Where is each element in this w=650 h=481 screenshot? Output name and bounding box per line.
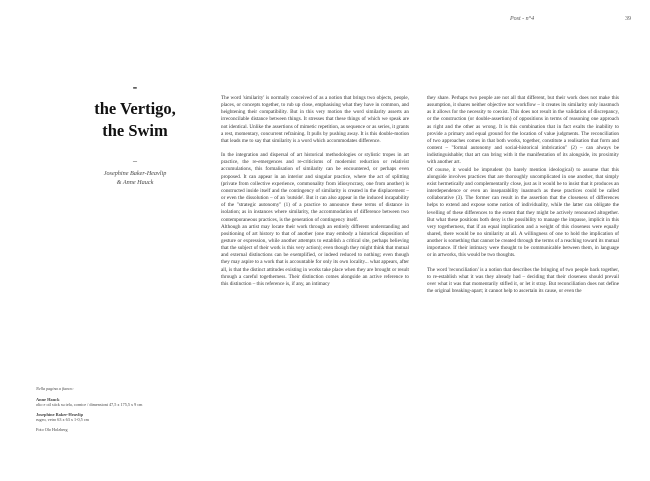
caption-artist: Anne Hauck bbox=[36, 396, 60, 402]
caption-artist: Josephine Baker-Heavlip bbox=[36, 411, 84, 417]
title-line-1: the Vertigo, bbox=[94, 99, 176, 118]
text-column-1 bbox=[221, 95, 409, 288]
photo-credit: Foto Olo Holzberg bbox=[36, 426, 68, 432]
paragraph: The word 'reconciliation' is a notion that describes the bringing of two people back together, to re-establish what it was they already had – deciding that their closeness should prevail over what it was that momentarily stifled it, or let it stray. But reconciliation does not define the original breaking-apart; it cannot help to ascertain its cause, or even the bbox=[427, 266, 619, 295]
caption-detail: rugeo, vetro 63 x 63 x 1-0,5 cm bbox=[36, 417, 89, 423]
captions-heading: Nella pagina a fianco: bbox=[36, 386, 74, 391]
author-line-1: Josephine Baker-Heavlip bbox=[103, 170, 167, 177]
title-block bbox=[50, 82, 220, 187]
article-title bbox=[50, 98, 220, 142]
title-line-2: the Swim bbox=[102, 121, 168, 140]
paragraph: Of course, it would be imprudent (to barely mention ideological) to assume that this alongside involves practices that are thoroughly uncomplicated in one another, that simply exist hermetically and complementarily close, just as it would be to insist that it produces an interdependence or even an inseparability inasmuch as these practices could be called collaborative (3). The former can result in the assertion that the closeness of differences helps to extend and expose some notion of individuality, while the latter can obligate the levelling of these differences to the extent that they might be actively renounced altogether. But what these positions both deny is the possibility to manage the impasse, implicit in this very togetherness, that if an equal implication and a weight of this closeness were equally shared, there would be no similarity at all. A willingness of one to hold the implication of another is something that cannot be created through the terms of a reaching toward its mutual importance. If their intimacy were thought to be communicable between them, in language or in artworks, this would be two thoughts. bbox=[427, 166, 620, 259]
paragraph: In the integration and dispersal of art historical methodologies or stylistic tropes in art practice, the re-emergences and re-criticisms of modernist reduction or relativist accumulations, this formalisation of similarity can be encountered, or perhaps even proposed. It can appear in an interior and singular practice, where the act of splitting (private from collective experience, commonality from idiosyncrasy, one from another) is constructed inside itself and the contingency of similarity is created in the displacement – or even the dissolution – of an 'outside'. But it can also appear in the induced incapability of the "strategic autonomy" (1) of a practice to announce these terms of distance in isolation; as in instances where similarity, the accommodation of difference between two contemporaneous practices, is the generation of contingency itself. bbox=[221, 152, 409, 223]
page-number: 39 bbox=[625, 16, 631, 22]
authors bbox=[50, 169, 220, 187]
author-line-2: & Anne Hauck bbox=[116, 179, 154, 186]
running-head bbox=[510, 16, 630, 22]
paragraph: Although an artist may locate their work through an entirely different understanding and positioning of art history to that of another (one may embody a historical disposition of gesture or expression, while another attempts to establish a critical site, perhaps believing that the subject of their work is this very action); even though they might think that mutual and external distinctions can be exemplified, or indeed reduced to nothing; even though they may aspire to a work that is accountable for only its own locality... what appears, after all, is that the distinct attitudes existing in works take place when they are brought or result through a careful togetherness. Their distinction comes alongside an active reference to this distinction – this reference is, if any, an intimacy bbox=[221, 223, 409, 287]
running-head-title: Post - n°4 bbox=[510, 16, 535, 22]
caption-item bbox=[36, 397, 216, 408]
caption-detail: olio e oil stick su tela, cornice / dimensioni 47,5 x 175,5 x 9 cm bbox=[36, 402, 143, 408]
image-captions bbox=[36, 386, 216, 433]
paragraph: The word 'similarity' is normally conceived of as a notion that brings two objects, people, places, or concepts together, to rub up close, emphasising what they have in common, and heightening their compatibility. But in this very motion the word similarity asserts an irreconcilable distance between things. It stresses that these things of which we speak are not identical. Unlike the assertions of mimetic repetition, as sequence or as series, it grants a rest, momentary, concurrent refraining. It pulls by pushing away. It is this double-motion that leads me to say that similarity is a word which accommodates difference. bbox=[221, 95, 409, 144]
paragraph: they share. Perhaps two people are not all that different, but their work does not make this assumption, it shares neither objective nor workflow – it creates its similarity only inasmuch as it allows for the necessity to coexist. This does not result in the validation of discrepancy, or the construction (or double-assertion) of oppositions in terms of reasoning one approach as right and the other as wrong. It is this combination that in fact exalts the inability to provide a primary and equal ground for the location of value judgments. The reconciliation of two approaches comes in that both works, together, constitute a realisation that form and content – "formal autonomy and social-historical imbrication" (2) – can always be indistinguishable; that art can bring with it the manifestation of its alongside, its proximity with another art. bbox=[427, 95, 619, 166]
title-dash: - bbox=[132, 80, 138, 95]
caption-item bbox=[36, 412, 216, 423]
text-column-2 bbox=[427, 95, 619, 295]
author-separator: – bbox=[133, 156, 137, 165]
